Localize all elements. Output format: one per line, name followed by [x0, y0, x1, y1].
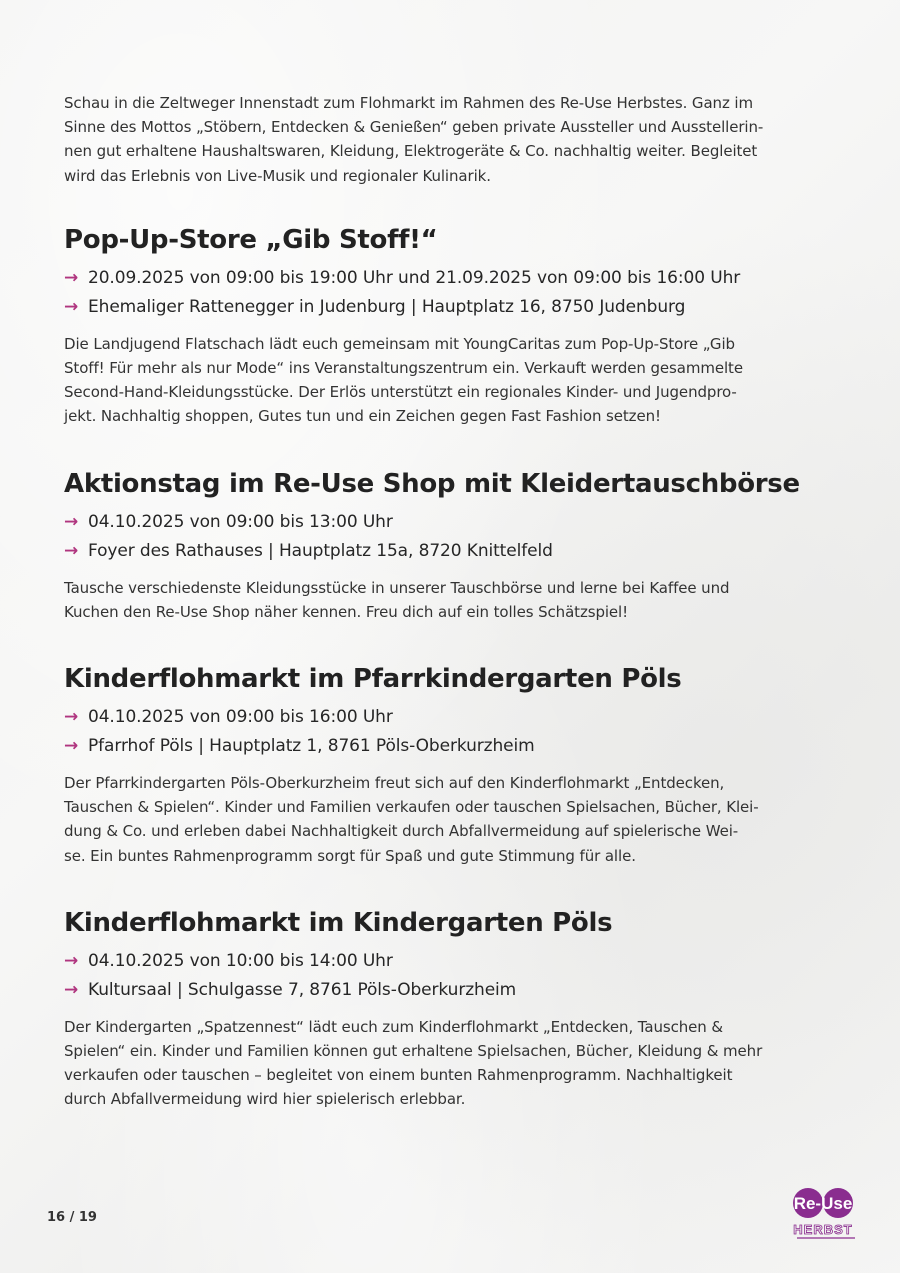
arrow-right-icon: → [64, 736, 79, 757]
event-date [64, 264, 844, 293]
event-location [64, 732, 844, 761]
description-line: durch Abfallvermeidung wird hier spielerisch erlebbar. [64, 1090, 466, 1109]
event-description [64, 576, 844, 624]
event-date-text: 20.09.2025 von 09:00 bis 19:00 Uhr und 21.09.2025 von 09:00 bis 16:00 Uhr [88, 267, 741, 288]
event-description [64, 771, 844, 868]
event-date-text: 04.10.2025 von 10:00 bis 14:00 Uhr [88, 950, 393, 971]
event-date [64, 703, 844, 732]
event-date [64, 947, 844, 976]
arrow-right-icon: → [64, 979, 79, 1000]
description-line: Tauschen & Spielen“. Kinder und Familien verkaufen oder tauschen Spielsachen, Bücher, Klei- [64, 798, 759, 817]
event-location [64, 976, 844, 1005]
description-line: Die Landjugend Flatschach lädt euch gemeinsam mit YoungCaritas zum Pop-Up-Store „Gib [64, 334, 735, 353]
event-location-text: Kultursaal | Schulgasse 7, 8761 Pöls-Oberkurzheim [88, 979, 517, 1000]
event-date-text: 04.10.2025 von 09:00 bis 16:00 Uhr [88, 707, 393, 728]
description-line: Tausche verschiedenste Kleidungsstücke in unserer Tauschbörse und lerne bei Kaffee und [64, 578, 730, 597]
event-kinderflohmarkt-pfarrkindergarten [64, 664, 844, 868]
event-details [64, 703, 844, 761]
logo-re-use-text: Re-Use [793, 1194, 853, 1213]
intro-line: Sinne des Mottos „Stöbern, Entdecken & Genießen“ geben private Aussteller und Ausstellerin- [64, 118, 764, 137]
event-title: Kinderflohmarkt im Pfarrkindergarten Pöls [64, 664, 682, 695]
event-details [64, 264, 844, 322]
event-location [64, 293, 844, 322]
description-line: se. Ein buntes Rahmenprogramm sorgt für Spaß und gute Stimmung für alle. [64, 846, 636, 865]
arrow-right-icon: → [64, 511, 79, 532]
event-aktionstag-re-use-shop [64, 469, 844, 624]
event-description [64, 332, 844, 429]
logo-herbst-text: HERBST [793, 1222, 853, 1237]
event-title: Aktionstag im Re-Use Shop mit Kleidertauschbörse [64, 468, 800, 499]
page-number: 16 / 19 [47, 1210, 97, 1225]
event-kinderflohmarkt-kindergarten [64, 908, 844, 1112]
description-line: jekt. Nachhaltig shoppen, Gutes tun und ein Zeichen gegen Fast Fashion setzen! [64, 407, 661, 426]
event-date [64, 508, 844, 537]
event-date-text: 04.10.2025 von 09:00 bis 13:00 Uhr [88, 511, 393, 532]
description-line: dung & Co. und erleben dabei Nachhaltigkeit durch Abfallvermeidung auf spielerische Wei- [64, 822, 739, 841]
intro-line: nen gut erhaltene Haushaltswaren, Kleidung, Elektrogeräte & Co. nachhaltig weiter. Begleitet [64, 142, 758, 161]
arrow-right-icon: → [64, 296, 79, 317]
description-line: verkaufen oder tauschen – begleitet von einem bunten Rahmenprogramm. Nachhaltigkeit [64, 1066, 733, 1085]
arrow-right-icon: → [64, 267, 79, 288]
re-use-herbst-logo [789, 1186, 861, 1242]
event-location-text: Foyer des Rathauses | Hauptplatz 15a, 8720 Knittelfeld [88, 540, 553, 561]
event-title: Pop-Up-Store „Gib Stoff!“ [64, 224, 438, 255]
description-line: Kuchen den Re-Use Shop näher kennen. Freu dich auf ein tolles Schätzspiel! [64, 602, 629, 621]
description-line: Second-Hand-Kleidungsstücke. Der Erlös unterstützt ein regionales Kinder- und Jugendpro- [64, 383, 737, 402]
arrow-right-icon: → [64, 707, 79, 728]
event-location [64, 537, 844, 566]
arrow-right-icon: → [64, 950, 79, 971]
event-description [64, 1015, 844, 1112]
intro-line: wird das Erlebnis von Live-Musik und regionaler Kulinarik. [64, 166, 491, 185]
event-pop-up-store [64, 225, 844, 429]
event-details [64, 508, 844, 566]
event-location-text: Ehemaliger Rattenegger in Judenburg | Hauptplatz 16, 8750 Judenburg [88, 296, 686, 317]
description-line: Spielen“ ein. Kinder und Familien können gut erhaltene Spielsachen, Bücher, Kleidung & mehr [64, 1042, 763, 1061]
event-location-text: Pfarrhof Pöls | Hauptplatz 1, 8761 Pöls-Oberkurzheim [88, 736, 535, 757]
event-title: Kinderflohmarkt im Kindergarten Pöls [64, 907, 613, 938]
arrow-right-icon: → [64, 540, 79, 561]
description-line: Stoff! Für mehr als nur Mode“ ins Veranstaltungszentrum ein. Verkauft werden gesammelte [64, 359, 743, 378]
event-details [64, 947, 844, 1005]
intro-line: Schau in die Zeltweger Innenstadt zum Flohmarkt im Rahmen des Re-Use Herbstes. Ganz im [64, 94, 753, 112]
page-content [64, 91, 844, 1112]
description-line: Der Pfarrkindergarten Pöls-Oberkurzheim freut sich auf den Kinderflohmarkt „Entdecken, [64, 774, 725, 793]
description-line: Der Kindergarten „Spatzennest“ lädt euch zum Kinderflohmarkt „Entdecken, Tauschen & [64, 1017, 723, 1036]
intro-paragraph [64, 91, 844, 188]
